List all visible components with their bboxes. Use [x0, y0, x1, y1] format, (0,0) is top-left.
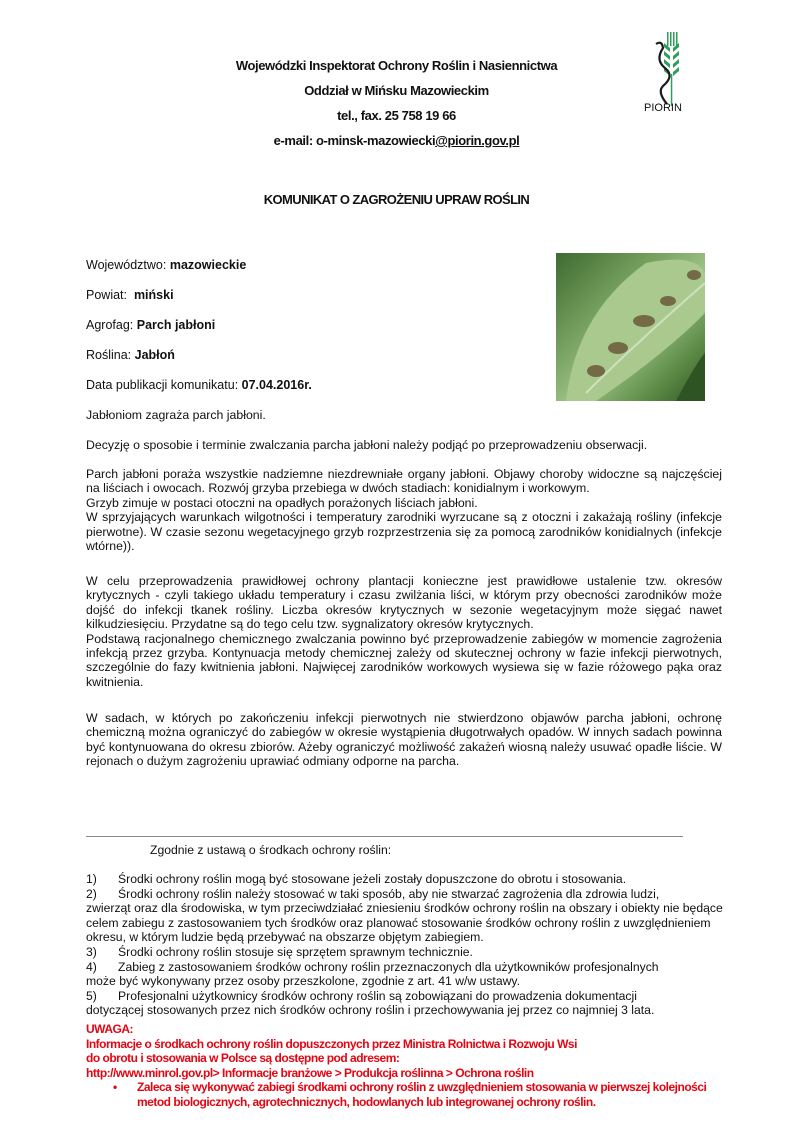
field-agrofag: Agrofag: Parch jabłoni — [86, 318, 216, 332]
paragraph-orchard-protection: W sadach, w których po zakończeniu infekcji pierwotnych nie stwierdzono objawów parcha jabłoni, ochronę chemiczną można ograniczyć do zabiegów w okresie wystąpienia długotrwałych opadów. W innych sadach powinna być kontynuowana do okresu zbiorów. Ażeby ograniczyć możliwość zakażeń wiosną należy usuwać opadłe liście. W rejonach o dużym zagrożeniu uprawiać odmiany odporne na parcha. — [86, 711, 722, 769]
paragraph-critical-periods: W celu przeprowadzenia prawidłowej ochrony plantacji konieczne jest prawidłowe ustalenie tzw. okresów krytycznych - czyli takiego układu temperatury i czasu zwilżania liści, w którym przy obecności zarodników może dojść do infekcji tkanek rośliny. Liczba okresów krytycznych w sezonie wegetacyjnym może sięgać nawet kilkudziesięciu. Przydatne są do tego celu tzw. sygnalizatory okresów krytycznych. Podstawą racjonalnego chemicznego zwalczania powinno być przeprowadzenie zabiegów w momencie zagrożenia infekcją przez grzyba. Kontynuacja metody chemicznej zależy od skutecznej ochrony w fazie infekcji pierwotnych, szczególnie do fazy kwitnienia jabłoni. Najwięcej zarodników workowych wysiewa się w fazie różowego pąka oraz kwitnienia. — [86, 574, 722, 689]
notice-url-path[interactable]: http://www.minrol.gov.pl> Informacje branżowe > Produkcja roślinna > Ochrona roślin — [86, 1065, 534, 1080]
field-data-publikacji: Data publikacji komunikatu: 07.04.2016r. — [86, 378, 312, 392]
notice-line-2: do obrotu i stosowania w Polsce są dostępne pod adresem: — [86, 1051, 400, 1066]
law-heading: Zgodnie z ustawą o środkach ochrony roślin: — [150, 843, 392, 857]
bullet-icon: • — [113, 1080, 117, 1095]
email-line — [0, 133, 793, 148]
notice-bullet: • Zaleca się wykonywać zabiegi środkami ochrony roślin z uwzględnieniem stosowania w pierwszej kolejności metod biologicznych, agrotechnicznych, hodowlanych lub integrowanej ochrony roślin. — [113, 1080, 707, 1109]
law-item-5: 5) Profesjonalni użytkownicy środków ochrony roślin są zobowiązani do prowadzenia dokumentacji dotyczącej stosowanych przez nich środków ochrony roślin i przechowywania jej przez co najmniej 3 lata. — [86, 988, 655, 1018]
logo-text: PIORIN — [644, 102, 682, 114]
page-title: KOMUNIKAT O ZAGROŻENIU UPRAW ROŚLIN — [263, 192, 530, 207]
paragraph-disease-description: Parch jabłoni poraża wszystkie nadziemne niezdrewniałe organy jabłoni. Objawy choroby widoczne są najczęściej na liściach i owocach. Rozwój grzyba przebiega w dwóch stadiach: konidialnym i workowym. Grzyb zimuje w postaci otoczni na opadłych porażonych liściach jabłoni. W sprzyjających warunkach wilgotności i temperatury zarodniki wyrzucane są z otoczni i zakażają rośliny (infekcje pierwotne). W czasie sezonu wegetacyjnego grzyb rozprzestrzenia się za pomocą zarodników konidialnych (infekcje wtórne)). — [86, 467, 722, 554]
field-wojewodztwo: Województwo: mazowieckie — [86, 258, 247, 272]
law-item-3: 3) Środki ochrony roślin stosuje się sprzętem sprawnym technicznie. — [86, 944, 473, 959]
field-roslina: Roślina: Jabłoń — [86, 348, 175, 362]
notice-heading: UWAGA: — [86, 1022, 133, 1036]
email-label: e-mail: — [273, 133, 316, 148]
phone-fax: tel., fax. 25 758 19 66 — [337, 108, 456, 123]
law-list — [86, 872, 726, 1018]
notice-line-1: Informacje o środkach ochrony roślin dopuszczonych przez Ministra Rolnictwa i Rozwoju Wsi — [86, 1036, 577, 1051]
decision-text: Decyzję o sposobie i terminie zwalczania parcha jabłoni należy podjąć po przeprowadzeniu obserwacji. — [86, 438, 648, 452]
institution-name: Wojewódzki Inspektorat Ochrony Roślin i Nasiennictwa — [235, 58, 558, 73]
law-item-2: 2) Środki ochrony roślin należy stosować w taki sposób, aby nie stwarzać zagrożenia dla zdrowia ludzi, zwierząt oraz dla środowiska, w tym przeciwdziałać zniesieniu środków ochrony roślin na obszary i obiekty nie będące celem zabiegu z zastosowaniem tych środków oraz planować stosowanie środków ochrony roślin z uwzględnieniem okresu, w którym ludzie będą przebywać na obszarze objętym zabiegiem. — [86, 886, 723, 945]
section-divider — [86, 836, 683, 837]
apple-scab-leaf-photo — [556, 253, 705, 401]
intro-text: Jabłoniom zagraża parch jabłoni. — [86, 408, 266, 422]
piorin-logo — [640, 30, 690, 120]
notice-block — [86, 1022, 736, 1110]
law-item-1: 1) Środki ochrony roślin mogą być stosowane jeżeli zostały dopuszczone do obrotu i stosowania. — [86, 872, 627, 886]
field-powiat: Powiat: miński — [86, 288, 174, 302]
branch-name: Oddział w Mińsku Mazowieckim — [304, 83, 489, 98]
wheat-snake-icon — [640, 30, 690, 110]
email-link[interactable]: @piorin.gov.pl — [435, 133, 520, 148]
email-user: o-minsk-mazowiecki — [315, 133, 436, 148]
law-item-4: 4) Zabieg z zastosowaniem środków ochrony roślin przeznaczonych dla użytkowników profesjonalnych może być wykonywany przez osoby przeszkolone, zgodnie z art. 41 w/w ustawy. — [86, 959, 659, 989]
